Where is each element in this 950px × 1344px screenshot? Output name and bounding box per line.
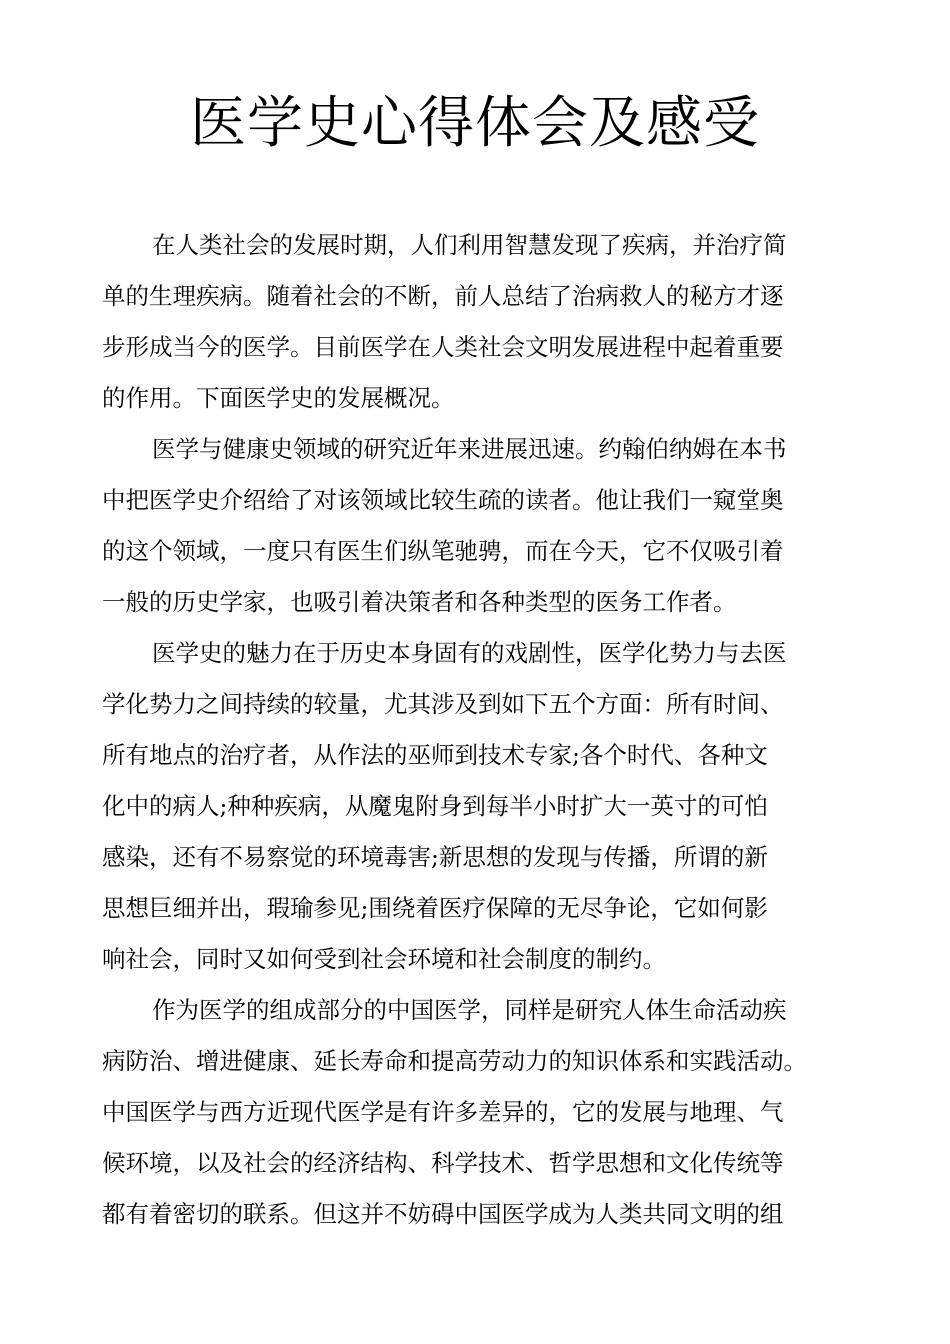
document-body <box>102 220 842 1240</box>
text-line: 医学史的魅力在于历史本身固有的戏剧性，医学化势力与去医 <box>152 639 787 667</box>
text-line: 的作用。下面医学史的发展概况。 <box>102 384 455 412</box>
text-line: 都有着密切的联系。但这并不妨碍中国医学成为人类共同文明的组 <box>102 1200 784 1228</box>
text-line: 单的生理疾病。随着社会的不断，前人总结了治病救人的秘方才逐 <box>102 282 784 310</box>
text-line: 的这个领域，一度只有医生们纵笔驰骋，而在今天，它不仅吸引着 <box>102 537 784 565</box>
text-line: 步形成当今的医学。目前医学在人类社会文明发展进程中起着重要 <box>102 333 784 361</box>
document-title: 医学史心得体会及感受 <box>190 91 760 156</box>
text-line: 学化势力之间持续的较量，尤其涉及到如下五个方面：所有时间、 <box>102 690 784 718</box>
text-line: 作为医学的组成部分的中国医学，同样是研究人体生命活动疾 <box>152 996 787 1024</box>
text-line: 一般的历史学家，也吸引着决策者和各种类型的医务工作者。 <box>102 588 737 616</box>
text-line: 医学与健康史领域的研究近年来进展迅速。约翰伯纳姆在本书 <box>152 435 787 463</box>
text-line: 感染，还有不易察觉的环境毒害;新思想的发现与传播，所谓的新 <box>102 843 768 871</box>
text-line: 候环境，以及社会的经济结构、科学技术、哲学思想和文化传统等 <box>102 1149 784 1177</box>
text-line: 中把医学史介绍给了对该领域比较生疏的读者。他让我们一窥堂奥 <box>102 486 784 514</box>
text-line: 在人类社会的发展时期，人们利用智慧发现了疾病，并治疗简 <box>152 231 787 259</box>
text-line: 响社会，同时又如何受到社会环境和社会制度的制约。 <box>102 945 666 973</box>
text-line: 病防治、增进健康、延长寿命和提高劳动力的知识体系和实践活动。 <box>102 1047 807 1075</box>
paragraph <box>102 985 842 1240</box>
paragraph <box>102 424 842 628</box>
text-line: 思想巨细并出，瑕瑜参见;围绕着医疗保障的无尽争论，它如何影 <box>102 894 768 922</box>
text-line: 化中的病人;种种疾病，从魔鬼附身到每半小时扩大一英寸的可怕 <box>102 792 768 820</box>
text-line: 所有地点的治疗者，从作法的巫师到技术专家;各个时代、各种文 <box>102 741 768 769</box>
text-line: 中国医学与西方近现代医学是有许多差异的，它的发展与地理、气 <box>102 1098 784 1126</box>
paragraph <box>102 628 842 985</box>
paragraph <box>102 220 842 424</box>
